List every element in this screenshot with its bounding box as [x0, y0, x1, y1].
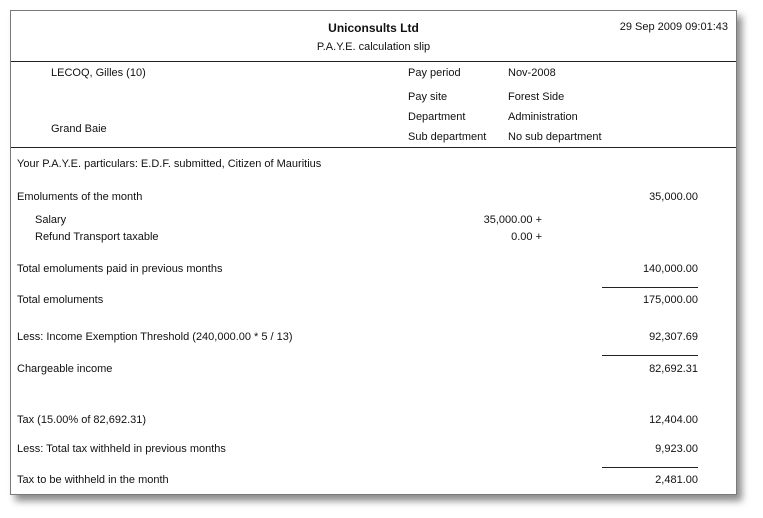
- slip-title: P.A.Y.E. calculation slip: [316, 41, 431, 53]
- employee-info: [11, 61, 736, 148]
- salary-amount: 35,000.00 +: [483, 214, 542, 226]
- refund-label: Refund Transport taxable: [35, 231, 159, 243]
- total-emoluments-amount: 175,000.00: [642, 294, 698, 306]
- chargeable-income-amount: 82,692.31: [649, 363, 698, 375]
- company-name: Uniconsults Ltd: [328, 21, 419, 35]
- department-value: Administration: [508, 111, 578, 123]
- prev-tax-amount: 9,923.00: [655, 443, 698, 455]
- department-label: Department: [408, 111, 466, 123]
- total-emoluments-label: Total emoluments: [17, 294, 104, 306]
- tax-label: Tax (15.00% of 82,692.31): [17, 414, 147, 426]
- prev-emoluments-label: Total emoluments paid in previous months: [17, 263, 223, 275]
- salary-label: Salary: [35, 214, 67, 226]
- employee-name: LECOQ, Gilles (10): [51, 67, 146, 79]
- slip-header: [11, 11, 736, 62]
- refund-amount: 0.00 +: [511, 231, 542, 243]
- tax-month-label: Tax to be withheld in the month: [17, 474, 169, 486]
- emoluments-month-label: Emoluments of the month: [17, 191, 143, 203]
- print-datetime: 29 Sep 2009 09:01:43: [619, 21, 728, 33]
- chargeable-income-label: Chargeable income: [17, 363, 113, 375]
- paye-particulars: Your P.A.Y.E. particulars: E.D.F. submitted, Citizen of Mauritius: [17, 158, 322, 170]
- prev-emoluments-amount: 140,000.00: [642, 263, 698, 275]
- employee-location: Grand Baie: [51, 123, 107, 135]
- subtotal-rule: [602, 355, 698, 356]
- sub-department-value: No sub department: [508, 131, 602, 143]
- subtotal-rule: [602, 467, 698, 468]
- pay-period-value: Nov-2008: [508, 67, 556, 79]
- pay-period-label: Pay period: [408, 67, 461, 79]
- pay-site-label: Pay site: [408, 91, 448, 103]
- pay-site-value: Forest Side: [508, 91, 565, 103]
- tax-amount: 12,404.00: [649, 414, 698, 426]
- subtotal-rule: [602, 287, 698, 288]
- exemption-label: Less: Income Exemption Threshold (240,000.00 * 5 / 13): [17, 331, 293, 343]
- prev-tax-label: Less: Total tax withheld in previous months: [17, 443, 226, 455]
- sub-department-label: Sub department: [408, 131, 487, 143]
- emoluments-month-amount: 35,000.00: [649, 191, 698, 203]
- tax-month-amount: 2,481.00: [655, 474, 698, 486]
- payslip-page: [10, 10, 737, 495]
- exemption-amount: 92,307.69: [649, 331, 698, 343]
